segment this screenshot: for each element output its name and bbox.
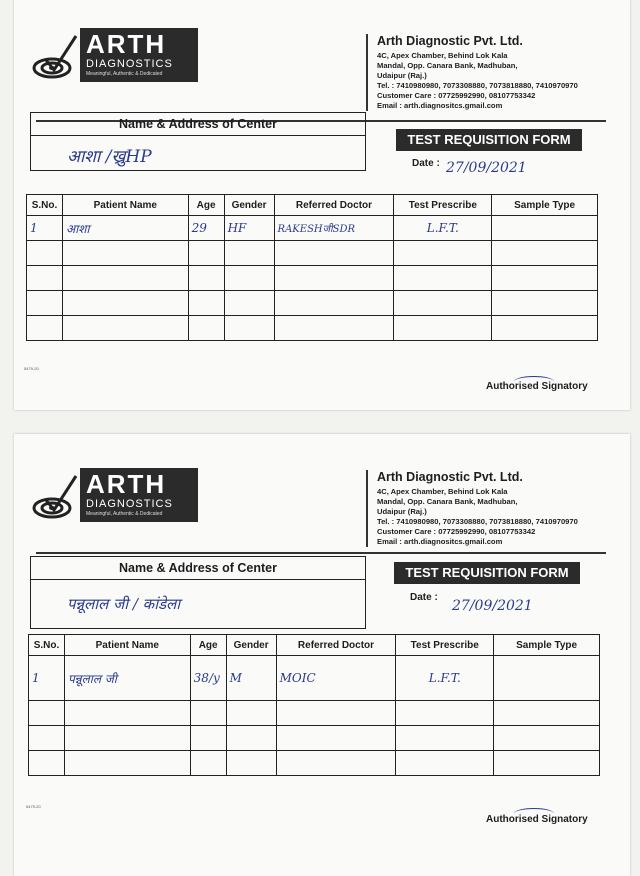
gender-cell[interactable] bbox=[224, 291, 274, 316]
test-cell[interactable] bbox=[394, 291, 492, 316]
test-cell[interactable] bbox=[394, 316, 492, 341]
test-cell[interactable]: L.F.T. bbox=[396, 656, 494, 701]
table-row bbox=[29, 701, 600, 726]
test-cell[interactable] bbox=[394, 266, 492, 291]
company-info bbox=[366, 470, 617, 547]
serial-cell[interactable] bbox=[27, 241, 63, 266]
sample-cell[interactable] bbox=[494, 701, 600, 726]
center-box bbox=[30, 112, 366, 171]
company-telephone: Tel. : 7410980980, 7073308880, 7073818880, 7410970970 bbox=[377, 81, 578, 90]
sample-cell[interactable] bbox=[492, 241, 598, 266]
gender-cell[interactable]: M bbox=[226, 656, 276, 701]
serial-cell[interactable] bbox=[27, 291, 63, 316]
date-value[interactable]: 27/09/2021 bbox=[446, 160, 527, 176]
doctor-cell[interactable] bbox=[276, 751, 396, 776]
patient-name-cell[interactable] bbox=[64, 751, 190, 776]
patient-name-cell[interactable]: पन्नूलाल जी bbox=[64, 656, 190, 701]
logo-tagline: Meaningful, Authentic & Dedicated bbox=[86, 511, 163, 517]
patient-table bbox=[28, 634, 600, 776]
date-value[interactable]: 27/09/2021 bbox=[452, 598, 533, 614]
col-header: Test Prescribe bbox=[396, 635, 494, 656]
logo-title: ARTH bbox=[86, 29, 167, 59]
table-row bbox=[27, 216, 598, 241]
gender-cell[interactable] bbox=[226, 701, 276, 726]
patient-name-cell[interactable] bbox=[62, 316, 188, 341]
form-code: 5479-20 bbox=[24, 366, 39, 371]
patient-name-cell[interactable] bbox=[62, 291, 188, 316]
test-cell[interactable]: L.F.T. bbox=[394, 216, 492, 241]
age-cell[interactable] bbox=[188, 291, 224, 316]
serial-cell[interactable] bbox=[27, 266, 63, 291]
col-header: Patient Name bbox=[64, 635, 190, 656]
serial-cell[interactable] bbox=[29, 726, 65, 751]
col-header: Referred Doctor bbox=[276, 635, 396, 656]
test-cell[interactable] bbox=[394, 241, 492, 266]
doctor-cell[interactable]: MOIC bbox=[276, 656, 396, 701]
col-header: Sample Type bbox=[494, 635, 600, 656]
company-address-3: Udaipur (Raj.) bbox=[377, 71, 427, 80]
company-email: Email : arth.diagnositcs.gmail.com bbox=[377, 537, 503, 546]
header-divider bbox=[36, 552, 606, 554]
age-cell[interactable] bbox=[188, 266, 224, 291]
logo-title: ARTH bbox=[86, 469, 167, 499]
center-label: Name & Address of Center bbox=[31, 113, 365, 136]
sample-cell[interactable] bbox=[492, 316, 598, 341]
center-label: Name & Address of Center bbox=[31, 557, 365, 580]
form-title: TEST REQUISITION FORM bbox=[396, 129, 582, 151]
gender-cell[interactable] bbox=[224, 316, 274, 341]
serial-cell[interactable]: 1 bbox=[29, 656, 65, 701]
doctor-cell[interactable] bbox=[274, 316, 394, 341]
requisition-form-2 bbox=[14, 434, 630, 876]
logo-swirl-icon bbox=[32, 32, 80, 80]
patient-name-cell[interactable]: आशा bbox=[62, 216, 188, 241]
form-title: TEST REQUISITION FORM bbox=[394, 562, 580, 584]
company-telephone: Tel. : 7410980980, 7073308880, 7073818880, 7410970970 bbox=[377, 517, 578, 526]
table-row bbox=[29, 656, 600, 701]
doctor-cell[interactable] bbox=[274, 291, 394, 316]
col-header: S.No. bbox=[27, 195, 63, 216]
center-field[interactable] bbox=[31, 136, 365, 170]
sample-cell[interactable] bbox=[492, 291, 598, 316]
form-code: 5479-20 bbox=[26, 804, 41, 809]
col-header: Age bbox=[188, 195, 224, 216]
sample-cell[interactable] bbox=[494, 726, 600, 751]
serial-cell[interactable] bbox=[29, 751, 65, 776]
gender-cell[interactable] bbox=[226, 726, 276, 751]
table-row bbox=[27, 316, 598, 341]
test-cell[interactable] bbox=[396, 701, 494, 726]
requisition-form-1 bbox=[14, 0, 630, 410]
table-row bbox=[27, 291, 598, 316]
table-row bbox=[29, 726, 600, 751]
sample-cell[interactable] bbox=[494, 751, 600, 776]
patient-table bbox=[26, 194, 598, 341]
table-header-row bbox=[29, 635, 600, 656]
patient-name-cell[interactable] bbox=[62, 241, 188, 266]
age-cell[interactable] bbox=[190, 751, 226, 776]
age-cell[interactable]: 38/y bbox=[190, 656, 226, 701]
gender-cell[interactable] bbox=[224, 241, 274, 266]
company-address-1: 4C, Apex Chamber, Behind Lok Kala bbox=[377, 51, 508, 60]
doctor-cell[interactable] bbox=[276, 726, 396, 751]
company-address-2: Mandal, Opp. Canara Bank, Madhuban, bbox=[377, 61, 518, 70]
table-header-row bbox=[27, 195, 598, 216]
company-address-2: Mandal, Opp. Canara Bank, Madhuban, bbox=[377, 497, 518, 506]
center-field[interactable] bbox=[31, 580, 365, 628]
table-row bbox=[29, 751, 600, 776]
patient-name-cell[interactable] bbox=[64, 701, 190, 726]
company-name: Arth Diagnostic Pvt. Ltd. bbox=[377, 34, 523, 48]
arth-logo bbox=[32, 468, 202, 526]
col-header: S.No. bbox=[29, 635, 65, 656]
company-customer-care: Customer Care : 07725992990, 08107753342 bbox=[377, 527, 536, 536]
col-header: Patient Name bbox=[62, 195, 188, 216]
age-cell[interactable]: 29 bbox=[188, 216, 224, 241]
authorised-signatory: Authorised Signatory bbox=[486, 381, 588, 392]
col-header: Gender bbox=[226, 635, 276, 656]
col-header: Gender bbox=[224, 195, 274, 216]
patient-name-cell[interactable] bbox=[62, 266, 188, 291]
company-name: Arth Diagnostic Pvt. Ltd. bbox=[377, 470, 523, 484]
col-header: Test Prescribe bbox=[394, 195, 492, 216]
company-info bbox=[366, 34, 617, 111]
gender-cell[interactable] bbox=[226, 751, 276, 776]
age-cell[interactable] bbox=[190, 701, 226, 726]
doctor-cell[interactable] bbox=[274, 241, 394, 266]
date-label: Date : bbox=[412, 158, 440, 169]
test-cell[interactable] bbox=[396, 751, 494, 776]
serial-cell[interactable] bbox=[27, 316, 63, 341]
authorised-signatory: Authorised Signatory bbox=[486, 814, 588, 825]
logo-text-box bbox=[80, 468, 198, 522]
table-row bbox=[27, 266, 598, 291]
sample-cell[interactable] bbox=[494, 656, 600, 701]
col-header: Sample Type bbox=[492, 195, 598, 216]
doctor-cell[interactable]: RAKESHजीSDR bbox=[274, 216, 394, 241]
doctor-cell[interactable] bbox=[276, 701, 396, 726]
logo-tagline: Meaningful, Authentic & Dedicated bbox=[86, 71, 163, 77]
serial-cell[interactable] bbox=[29, 701, 65, 726]
sample-cell[interactable] bbox=[492, 266, 598, 291]
center-value: आशा /ख्रुHP bbox=[67, 147, 152, 167]
logo-text-box bbox=[80, 28, 198, 82]
age-cell[interactable] bbox=[188, 241, 224, 266]
age-cell[interactable] bbox=[188, 316, 224, 341]
gender-cell[interactable]: HF bbox=[224, 216, 274, 241]
col-header: Referred Doctor bbox=[274, 195, 394, 216]
date-label: Date : bbox=[410, 592, 438, 603]
arth-logo bbox=[32, 28, 202, 86]
sample-cell[interactable] bbox=[492, 216, 598, 241]
company-address-1: 4C, Apex Chamber, Behind Lok Kala bbox=[377, 487, 508, 496]
logo-swirl-icon bbox=[32, 472, 80, 520]
company-email: Email : arth.diagnositcs.gmail.com bbox=[377, 101, 503, 110]
company-customer-care: Customer Care : 07725992990, 08107753342 bbox=[377, 91, 536, 100]
table-row bbox=[27, 241, 598, 266]
company-address-3: Udaipur (Raj.) bbox=[377, 507, 427, 516]
logo-subtitle: DIAGNOSTICS bbox=[86, 498, 173, 510]
center-box bbox=[30, 556, 366, 629]
patient-name-cell[interactable] bbox=[64, 726, 190, 751]
center-value: पन्नूलाल जी / कांडेला bbox=[67, 595, 181, 613]
logo-subtitle: DIAGNOSTICS bbox=[86, 58, 173, 70]
doctor-cell[interactable] bbox=[274, 266, 394, 291]
test-cell[interactable] bbox=[396, 726, 494, 751]
serial-cell[interactable]: 1 bbox=[27, 216, 63, 241]
gender-cell[interactable] bbox=[224, 266, 274, 291]
col-header: Age bbox=[190, 635, 226, 656]
age-cell[interactable] bbox=[190, 726, 226, 751]
